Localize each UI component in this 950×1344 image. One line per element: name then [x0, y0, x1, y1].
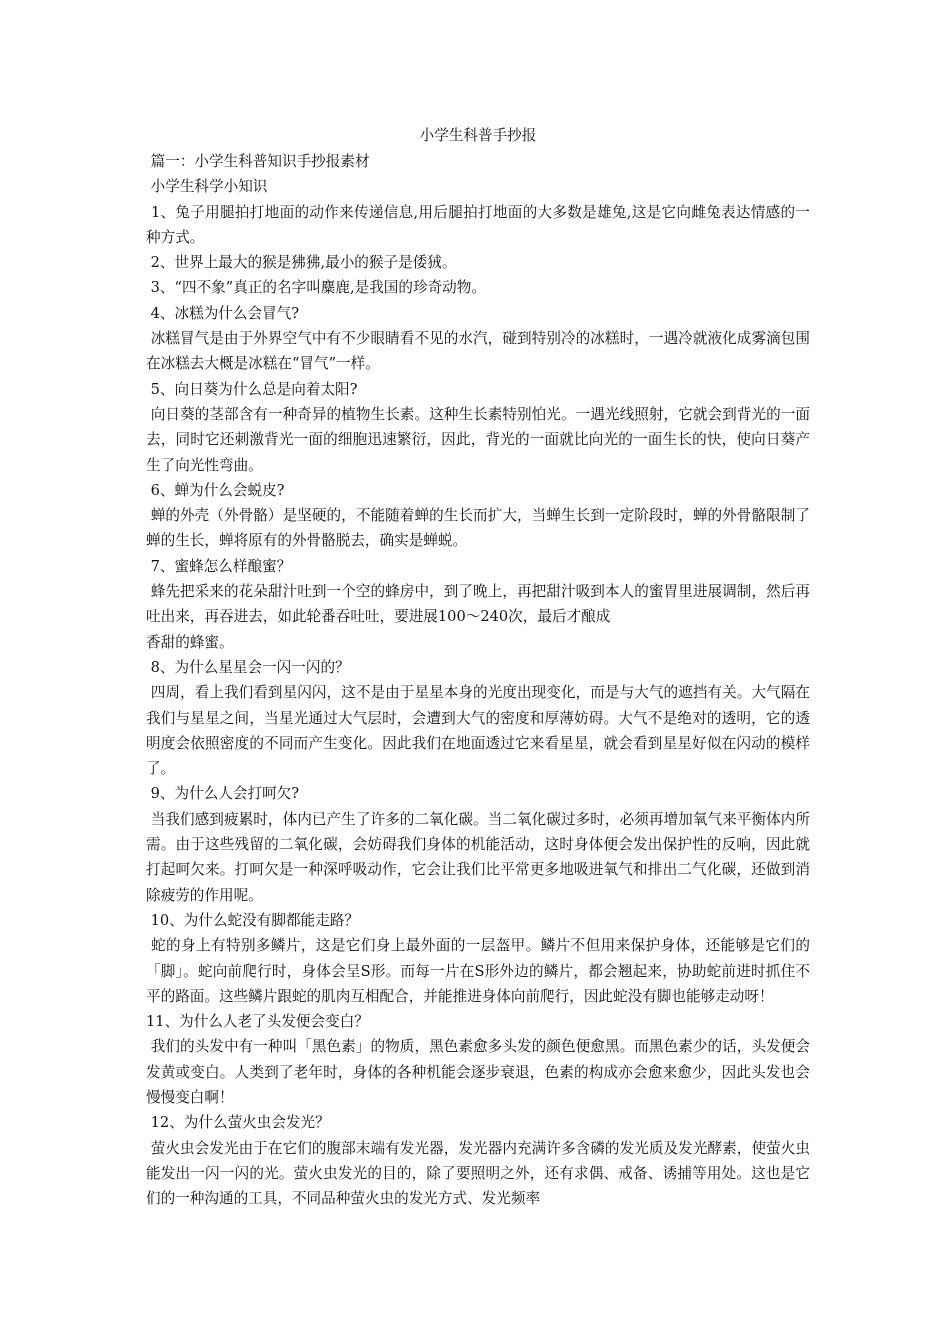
- paragraph-item-2: 2、世界上最大的猴是狒狒,最小的猴子是倭狨。: [146, 254, 457, 272]
- question-6: 6、蝉为什么会蜕皮?: [146, 481, 285, 499]
- document-title: 小学生科普手抄报: [419, 127, 537, 144]
- answer-6: 蝉的外壳（外骨骼）是坚硬的，不能随着蝉的生长而扩大，当蝉生长到一定阶段时，蝉的外骨骼限制了蝉的生长，蝉将原有的外骨骼脱去，确实是蝉蜕。: [146, 507, 810, 550]
- question-9: 9、为什么人会打呵欠?: [146, 785, 300, 803]
- answer-9: 当我们感到疲累时，体内已产生了许多的二氧化碳。当二氧化碳过多时，必须再增加氧气来平衡体内所需。由于这些残留的二氧化碳，会妨碍我们身体的机能活动，这时身体便会发出保护性的反响，因此就打起呵欠来。打呵欠是一种深呼吸动作，它会让我们比平常更多地吸进氧气和排出二气化碳，还做到消除疲劳的作用呢。: [146, 810, 810, 904]
- answer-11: 我们的头发中有一种叫「黑色素」的物质，黑色素愈多头发的颜色便愈黑。而黑色素少的话，头发便会发黄或变白。人类到了老年时，身体的各种机能会逐步衰退，色素的构成亦会愈来愈少，因此头发也会慢慢变白啊！: [146, 1038, 810, 1106]
- answer-12: 萤火虫会发光由于在它们的腹部末端有发光器，发光器内充满许多含磷的发光质及发光酵素，使萤火虫能发出一闪一闪的光。萤火虫发光的目的，除了要照明之外，还有求偶、戒备、诱捕等用处。这也是它们的一种沟通的工具，不同品种萤火虫的发光方式、发光频率: [146, 1139, 810, 1208]
- document-body: [146, 123, 810, 1211]
- answer-5: 向日葵的茎部含有一种奇异的植物生长素。这种生长素特别怕光。一遇光线照射，它就会到背光的一面去，同时它还刺激背光一面的细胞迅速繁衍，因此，背光的一面就比向光的一面生长的快，使向日葵产生了向光性弯曲。: [146, 405, 810, 474]
- paragraph-item-1: 1、兔子用腿拍打地面的动作来传递信息,用后腿拍打地面的大多数是雄兔,这是它向雌兔表达情感的一种方式。: [146, 203, 810, 246]
- answer-7-continued: 香甜的蜂蜜。: [146, 633, 234, 651]
- question-5: 5、向日葵为什么总是向着太阳?: [146, 380, 358, 398]
- question-7: 7、蜜蜂怎么样酿蜜？: [146, 557, 292, 575]
- question-12: 12、为什么萤火虫会发光？: [146, 1114, 330, 1132]
- answer-4: 冰糕冒气是由于外界空气中有不少眼睛看不见的水汽，碰到特别冷的冰糕时，一遇冷就液化成雾滴包围在冰糕去大概是冰糕在“冒气”一样。: [146, 330, 810, 373]
- paragraph-section-heading: 篇一：小学生科普知识手抄报素材: [146, 153, 370, 170]
- answer-8: 四周，看上我们看到星闪闪，这不是由于星星本身的光度出现变化，而是与大气的遮挡有关。大气隔在我们与星星之间，当星光通过大气层时，会遭到大气的密度和厚薄妨碍。大气不是绝对的透明，它的透明度会依照密度的不同而产生变化。因此我们在地面透过它来看星星，就会看到星星好似在闪动的模样了。: [146, 684, 810, 778]
- paragraph-item-3: 3、“四不象”真正的名字叫麋鹿,是我国的珍奇动物。: [146, 279, 486, 297]
- question-8: 8、为什么星星会一闪一闪的？: [146, 658, 350, 676]
- answer-10: 蛇的身上有特别多鳞片，这是它们身上最外面的一层盔甲。鳞片不但用来保护身体，还能够是它们的「脚」。蛇向前爬行时，身体会呈S形。而每一片在S形外边的鳞片，都会翘起来，协助蛇前进时抓住不平的路面。这些鳞片跟蛇的肌肉互相配合，并能推进身体向前爬行，因此蛇没有脚也能够走动呀！: [146, 937, 810, 1005]
- question-10: 10、为什么蛇没有脚都能走路？: [146, 911, 359, 929]
- paragraph-subheading: 小学生科学小知识: [146, 178, 268, 196]
- question-11: 11、为什么人老了头发便会变白？: [146, 1013, 369, 1031]
- question-4: 4、冰糕为什么会冒气?: [146, 304, 300, 322]
- answer-7: 蜂先把采来的花朵甜汁吐到一个空的蜂房中，到了晚上，再把甜汁吸到本人的蜜胃里进展调制，然后再吐出来，再吞进去，如此轮番吞吐吐，要进展100～240次，最后才酿成: [146, 583, 810, 626]
